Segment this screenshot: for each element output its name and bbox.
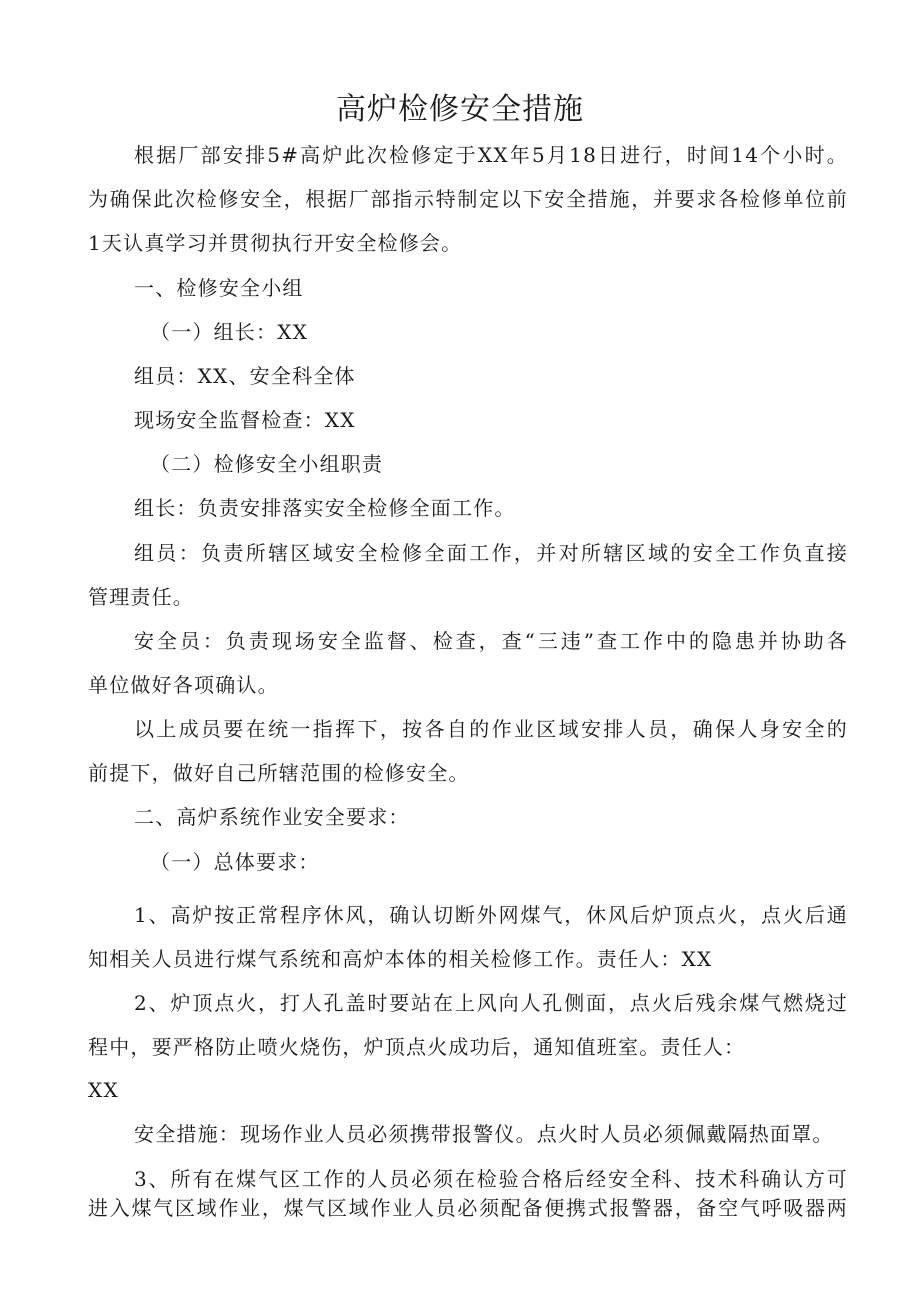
section-heading: 二、高炉系统作业安全要求：: [134, 805, 410, 829]
paragraph-line: 前提下，做好自己所辖范围的检修安全。: [88, 761, 470, 785]
paragraph-line: 以上成员要在统一指挥下，按各自的作业区域安排人员，确保人身安全的: [134, 717, 848, 741]
paragraph-line: 3、所有在煤气区工作的人员必须在检验合格后经安全科、技术科确认方可: [134, 1167, 848, 1191]
paragraph-line: XX: [88, 1078, 119, 1102]
document-title: 高炉检修安全措施: [336, 92, 584, 127]
paragraph-line: 根据厂部安排5#高炉此次检修定于XX年5月18日进行，时间14个小时。: [134, 143, 848, 167]
subsection-heading: （一）组长：XX: [150, 320, 309, 344]
paragraph-line: 2、炉顶点火，打人孔盖时要站在上风向人孔侧面，点火后残余煤气燃烧过: [134, 991, 848, 1015]
paragraph-line: 1天认真学习并贯彻执行开安全检修会。: [88, 231, 463, 255]
paragraph-line: 管理责任。: [88, 585, 194, 609]
paragraph-line: 组员：负责所辖区域安全检修全面工作，并对所辖区域的安全工作负直接: [134, 541, 848, 565]
subsection-heading: （一）总体要求：: [150, 850, 320, 874]
paragraph-line: 组长：负责安排落实安全检修全面工作。: [134, 496, 516, 520]
section-heading: 一、检修安全小组: [134, 276, 304, 300]
paragraph-line: 程中，要严格防止喷火烧伤，炉顶点火成功后，通知值班室。责任人：: [88, 1035, 746, 1059]
paragraph-line: 现场安全监督检查：XX: [134, 408, 356, 432]
paragraph-line: 知相关人员进行煤气系统和高炉本体的相关检修工作。责任人：XX: [88, 947, 713, 971]
paragraph-line: 安全员：负责现场安全监督、检查，查“三违”查工作中的隐患并协助各: [134, 629, 848, 653]
paragraph-line: 为确保此次检修安全，根据厂部指示特制定以下安全措施，并要求各检修单位前: [88, 187, 848, 211]
paragraph-line: 单位做好各项确认。: [88, 673, 279, 697]
paragraph-line: 进入煤气区域作业，煤气区域作业人员必须配备便携式报警器，备空气呼吸器两: [88, 1196, 848, 1220]
subsection-heading: （二）检修安全小组职责: [150, 452, 384, 476]
paragraph-line: 1、高炉按正常程序休风，确认切断外网煤气，休风后炉顶点火，点火后通: [134, 903, 848, 927]
paragraph-line: 组员：XX、安全科全体: [134, 364, 356, 388]
paragraph-line: 安全措施：现场作业人员必须携带报警仪。点火时人员必须佩戴隔热面罩。: [134, 1122, 834, 1146]
